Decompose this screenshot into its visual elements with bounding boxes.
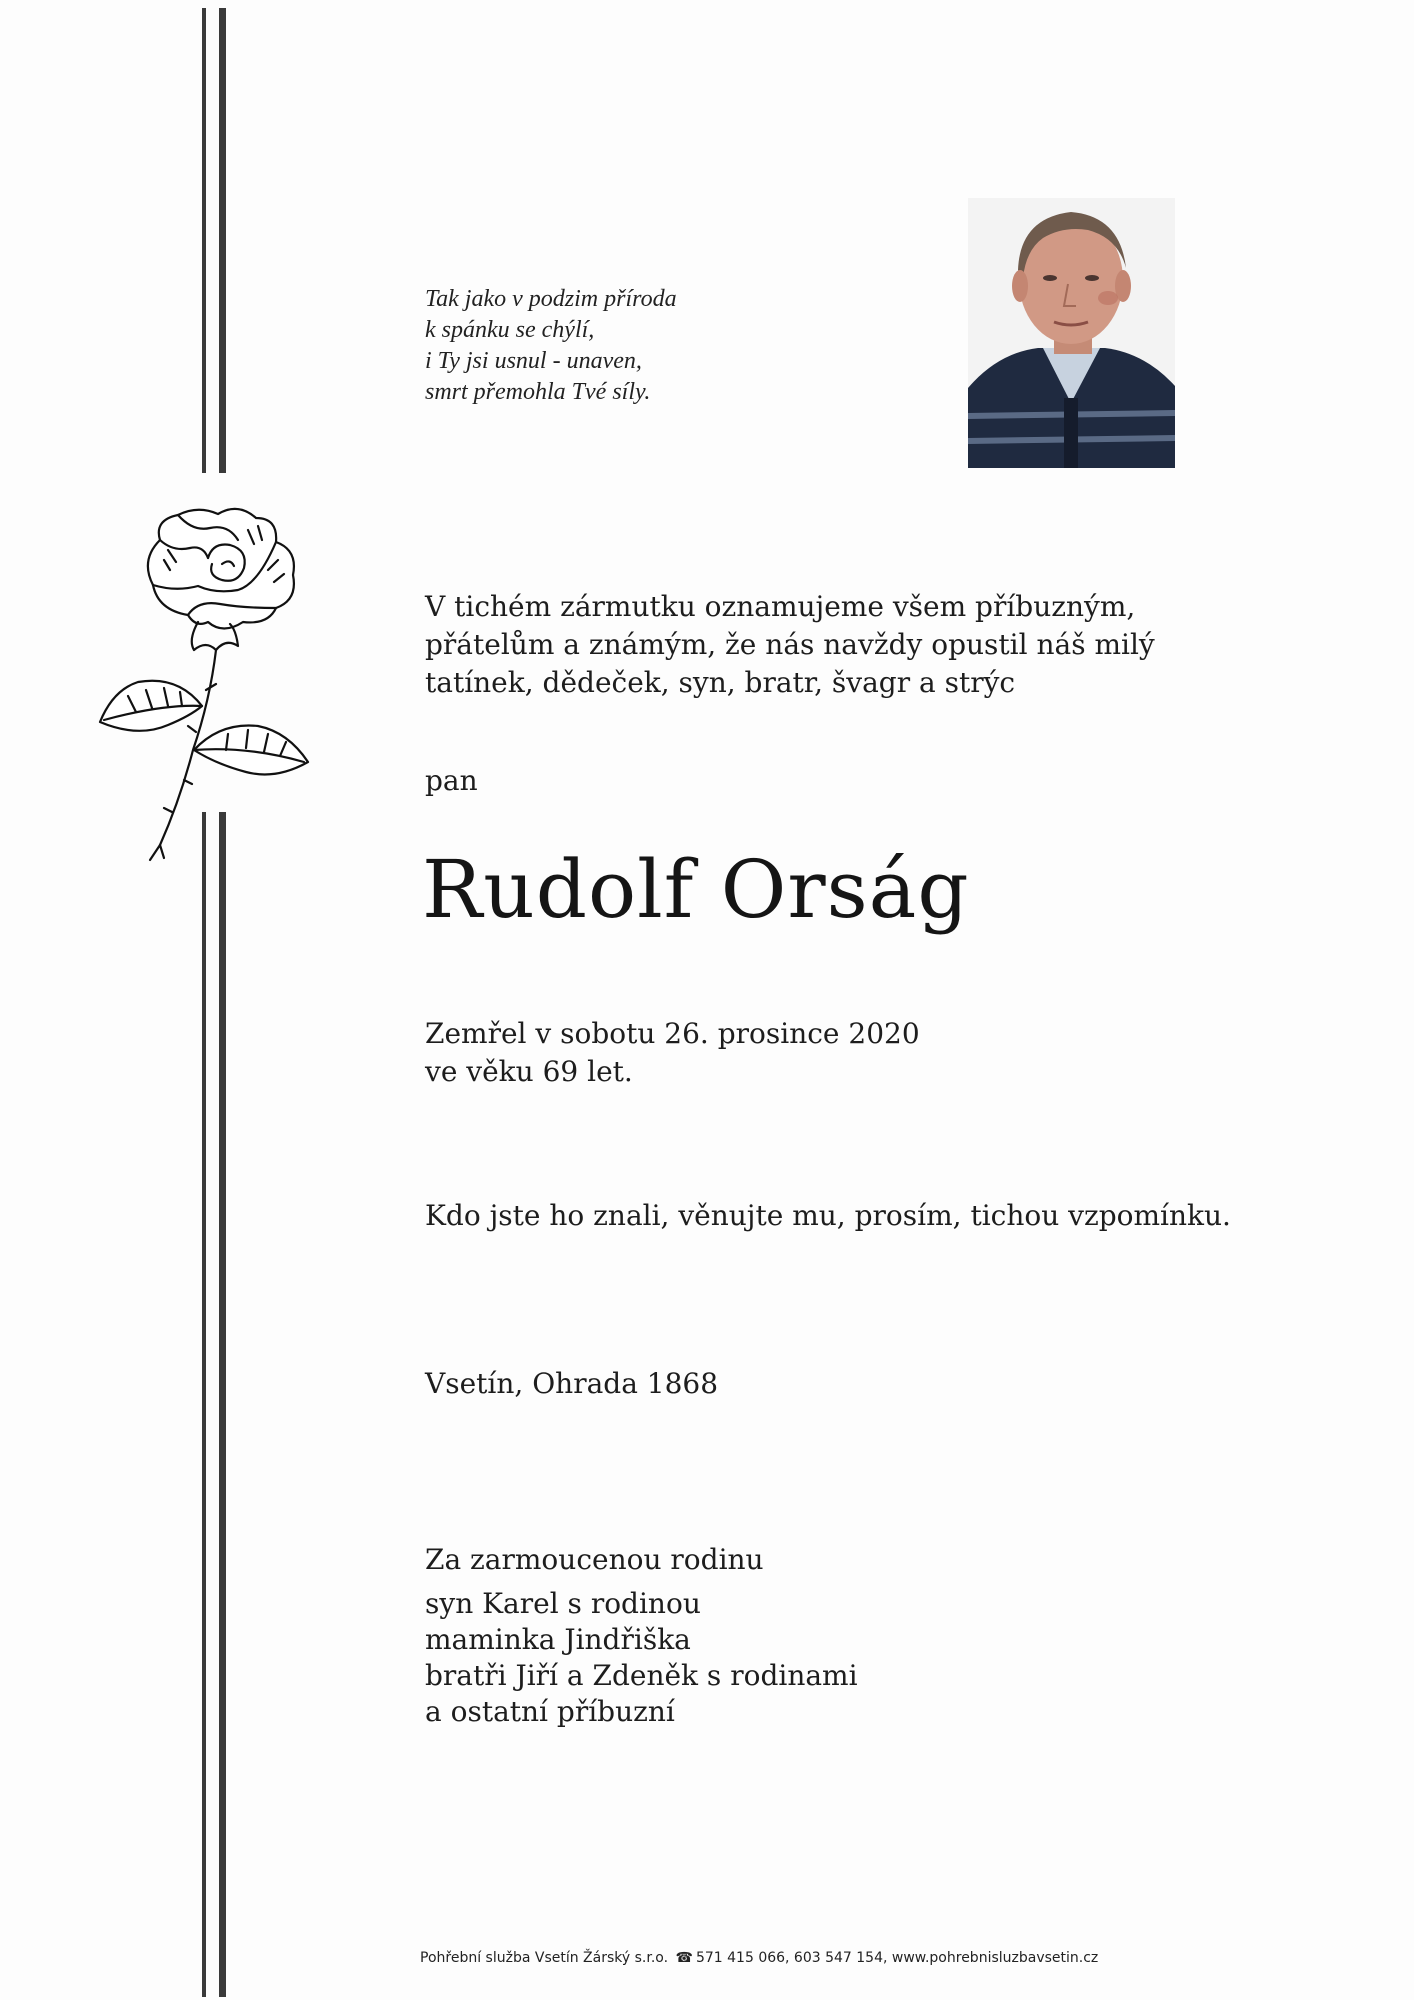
announcement-line: přátelům a známým, že nás navždy opustil náš milý [425, 628, 1155, 661]
death-info-line: Zemřel v sobotu 26. prosince 2020 [425, 1017, 920, 1050]
remembrance-text: Kdo jste ho znali, věnujte mu, prosím, tichou vzpomínku. [425, 1199, 1231, 1232]
rose-icon [98, 500, 328, 865]
family-member: maminka Jindřiška [425, 1623, 691, 1656]
portrait-photo [968, 198, 1175, 468]
lower-line-left [202, 812, 206, 1997]
announcement-line: tatínek, dědeček, syn, bratr, švagr a strýc [425, 666, 1016, 699]
upper-line-right [219, 8, 226, 473]
family-member: bratři Jiří a Zdeněk s rodinami [425, 1659, 858, 1692]
footer [420, 1950, 1098, 1966]
poem [425, 284, 755, 408]
family-lead: Za zarmoucenou rodinu [425, 1543, 764, 1576]
family-member: syn Karel s rodinou [425, 1587, 701, 1620]
announcement-line: V tichém zármutku oznamujeme všem příbuzným, [425, 590, 1136, 623]
family-members [425, 1586, 858, 1730]
death-info [425, 1015, 920, 1091]
death-info-line: ve věku 69 let. [425, 1055, 633, 1088]
footer-company: Pohřební služba Vsetín Žárský s.r.o. [420, 1950, 669, 1966]
family-member: a ostatní příbuzní [425, 1695, 675, 1728]
address: Vsetín, Ohrada 1868 [425, 1367, 719, 1400]
phone-icon: ☎ [675, 1950, 693, 1966]
footer-phones: 571 415 066, 603 547 154, [695, 1950, 888, 1966]
poem-line: Tak jako v podzim příroda [425, 286, 677, 312]
deceased-name: Rudolf Orság [422, 843, 970, 936]
poem-line: i Ty jsi usnul - unaven, [425, 348, 642, 374]
footer-website[interactable]: www.pohrebnisluzbavsetin.cz [891, 1950, 1099, 1966]
poem-line: k spánku se chýlí, [425, 317, 595, 343]
upper-line-left [202, 8, 206, 473]
poem-line: smrt přemohla Tvé síly. [425, 379, 651, 405]
lower-line-right [219, 812, 226, 1997]
announcement [425, 588, 1155, 702]
honorific: pan [425, 764, 478, 797]
